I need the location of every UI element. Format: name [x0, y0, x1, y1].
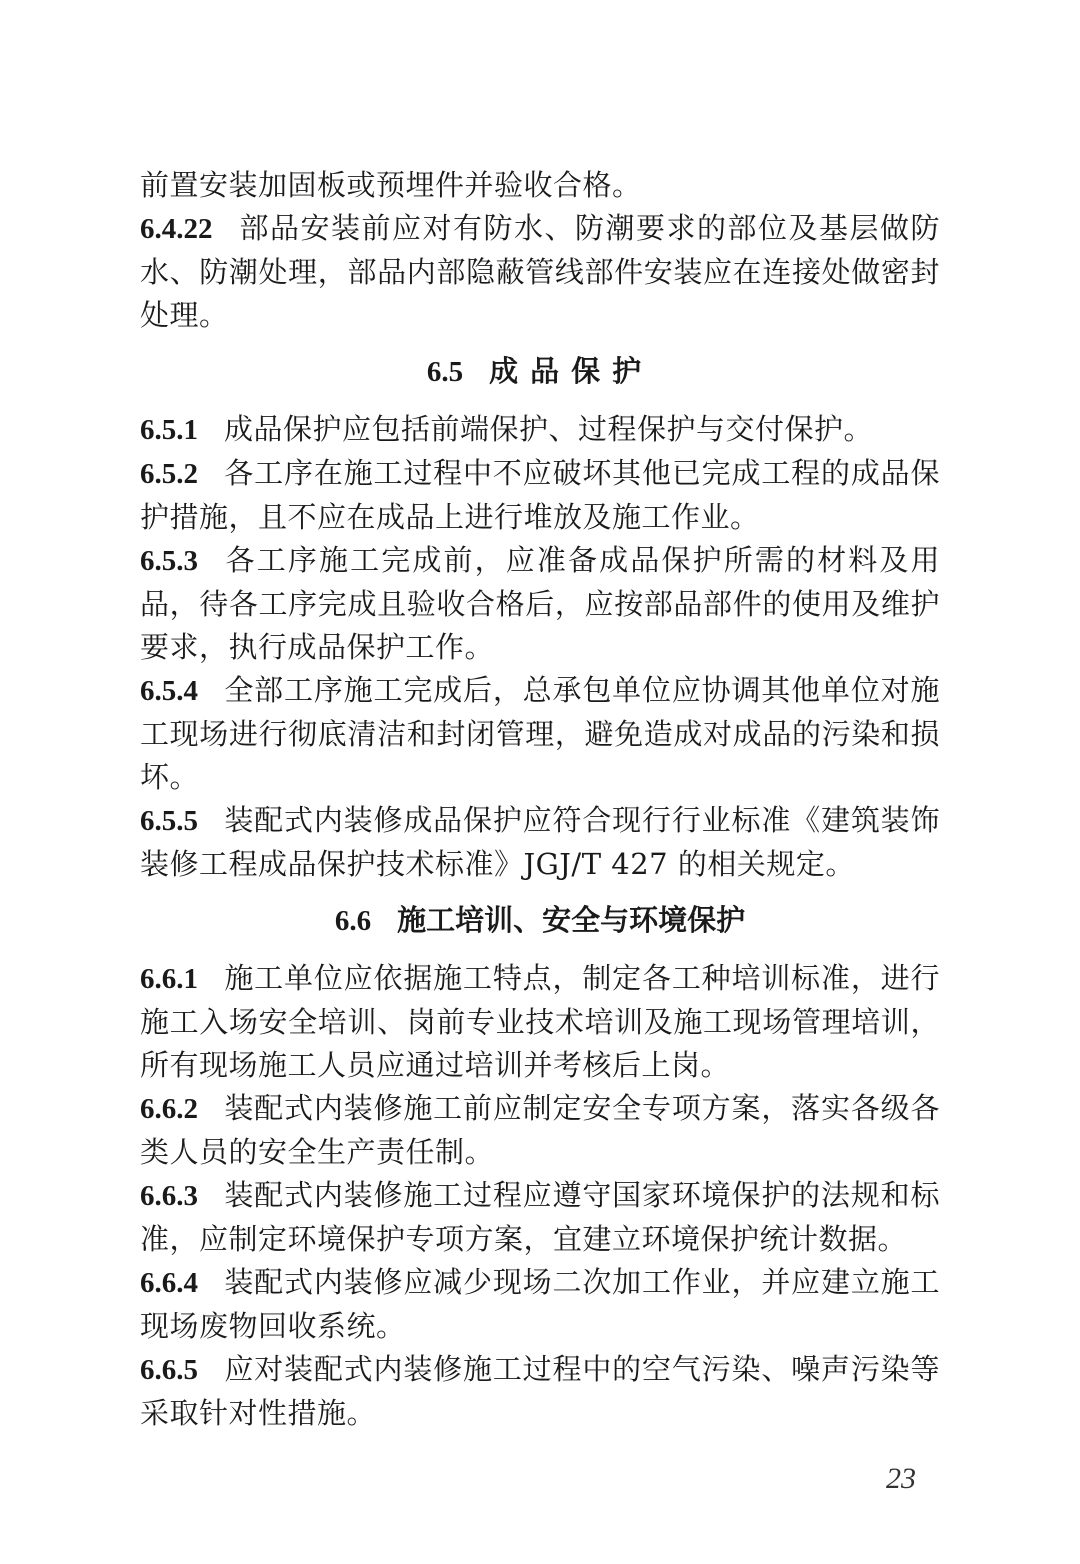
- section-title: 施工培训、安全与环境保护: [397, 903, 746, 937]
- clause-number: 6.6.2: [140, 1093, 198, 1125]
- clause-number: 6.4.22: [140, 213, 213, 245]
- clause-text: 装配式内装修成品保护应符合现行行业标准《建筑装饰装修工程成品保护技术标准》JGJ/T 427 的相关规定。: [140, 803, 940, 881]
- section-number: 6.6: [334, 905, 372, 937]
- clause-number: 6.6.1: [140, 963, 198, 995]
- section-number: 6.5: [426, 356, 464, 388]
- document-page: [140, 164, 940, 1435]
- lead-text: 前置安装加固板或预埋件并验收合格。: [140, 168, 642, 202]
- clause-number: 6.5.2: [140, 458, 198, 490]
- clause-number: 6.6.4: [140, 1267, 198, 1299]
- clause-6-5-5: [140, 799, 940, 886]
- clause-6-6-4: [140, 1261, 940, 1348]
- clause-text: 部品安装前应对有防水、防潮要求的部位及基层做防水、防潮处理，部品内部隐蔽管线部件安装应在连接处做密封处理。: [140, 211, 940, 332]
- section-title: 成品保护: [489, 354, 654, 388]
- clause-text: 各工序施工完成前，应准备成品保护所需的材料及用品，待各工序完成且验收合格后，应按部品部件的使用及维护要求，执行成品保护工作。: [140, 543, 940, 664]
- clause-6-5-4: [140, 669, 940, 799]
- clause-number: 6.5.4: [140, 675, 198, 707]
- clause-6-6-1: [140, 957, 940, 1087]
- clause-6-6-5: [140, 1348, 940, 1435]
- clause-number: 6.5.3: [140, 545, 198, 577]
- clause-6-6-2: [140, 1087, 940, 1174]
- clause-number: 6.5.1: [140, 414, 198, 446]
- clause-text: 应对装配式内装修施工过程中的空气污染、噪声污染等采取针对性措施。: [140, 1352, 940, 1430]
- clause-number: 6.6.5: [140, 1354, 198, 1386]
- clause-text: 全部工序施工完成后，总承包单位应协调其他单位对施工现场进行彻底清洁和封闭管理，避免造成对成品的污染和损坏。: [140, 673, 940, 794]
- page-number: 23: [886, 1462, 916, 1495]
- clause-number: 6.6.3: [140, 1180, 198, 1212]
- section-heading-6-5: [140, 349, 940, 394]
- clause-number: 6.5.5: [140, 805, 198, 837]
- clause-text: 施工单位应依据施工特点，制定各工种培训标准，进行施工入场安全培训、岗前专业技术培训及施工现场管理培训，所有现场施工人员应通过培训并考核后上岗。: [140, 961, 940, 1082]
- clause-text: 装配式内装修应减少现场二次加工作业，并应建立施工现场废物回收系统。: [140, 1265, 940, 1343]
- clause-6-4-22: [140, 207, 940, 337]
- clause-text: 装配式内装修施工过程应遵守国家环境保护的法规和标准，应制定环境保护专项方案，宜建立环境保护统计数据。: [140, 1178, 940, 1256]
- clause-6-5-2: [140, 452, 940, 539]
- clause-6-5-1: [140, 408, 940, 452]
- clause-6-5-3: [140, 539, 940, 669]
- clause-text: 成品保护应包括前端保护、过程保护与交付保护。: [224, 412, 874, 446]
- clause-text: 各工序在施工过程中不应破坏其他已完成工程的成品保护措施，且不应在成品上进行堆放及施工作业。: [140, 456, 940, 534]
- clause-6-6-3: [140, 1174, 940, 1261]
- section-heading-6-6: [140, 898, 940, 943]
- clause-text: 装配式内装修施工前应制定安全专项方案，落实各级各类人员的安全生产责任制。: [140, 1091, 940, 1169]
